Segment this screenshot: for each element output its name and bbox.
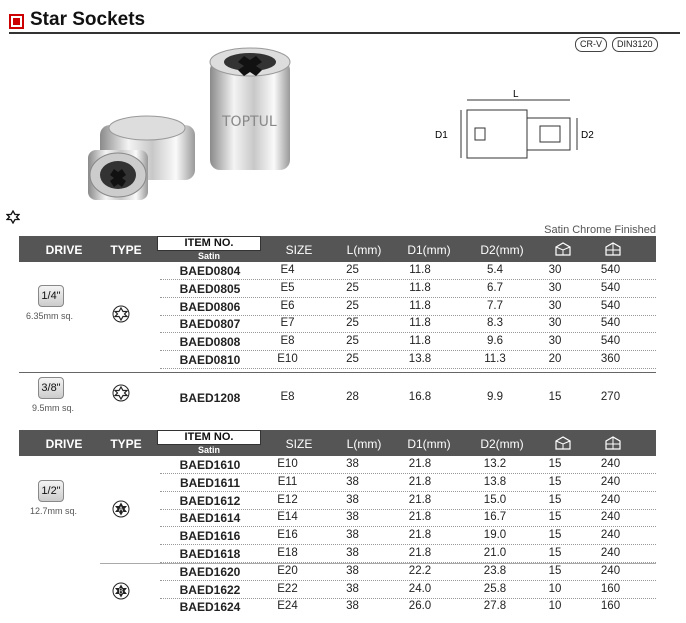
cell-size: E18 — [277, 547, 298, 559]
table-row — [160, 545, 656, 563]
carton-icon — [604, 240, 622, 258]
col-l: L(mm) — [346, 243, 382, 257]
din-badge: DIN3120 — [612, 37, 658, 52]
svg-text:B: B — [118, 588, 124, 596]
cell-d2: 9.9 — [487, 391, 503, 403]
star-type-b-icon — [112, 582, 130, 600]
cell-d2: 6.7 — [487, 281, 503, 294]
cell-item-no: BAED1611 — [179, 475, 241, 490]
cell-l: 25 — [346, 317, 359, 330]
cell-item-no: BAED1618 — [179, 547, 241, 561]
star-type-icon — [6, 210, 20, 224]
cell-d2: 21.0 — [483, 547, 507, 559]
cell-d2: 25.8 — [483, 582, 507, 595]
cell-qty-inner: 20 — [548, 353, 562, 365]
cell-qty-inner: 15 — [548, 493, 562, 506]
socket-photo — [80, 40, 310, 210]
col-l: L(mm) — [346, 437, 382, 451]
table-row — [160, 280, 656, 298]
cell-size: E16 — [277, 529, 298, 542]
cell-qty-outer: 160 — [600, 600, 621, 613]
cell-d1: 11.8 — [409, 281, 431, 294]
cell-qty-inner: 30 — [548, 264, 562, 276]
inner-box-icon — [554, 240, 572, 258]
cell-item-no: BAED1624 — [179, 600, 241, 615]
cell-size: E4 — [280, 264, 295, 276]
cell-qty-outer: 240 — [600, 458, 621, 470]
dim-l-label: L — [513, 89, 519, 100]
table-row — [160, 389, 656, 407]
cell-item-no: BAED0806 — [179, 299, 241, 314]
drive-1-2-box: 1/2" — [38, 480, 64, 502]
cell-size: E7 — [280, 317, 295, 330]
page-title: Star Sockets — [30, 9, 146, 30]
inner-box-icon — [554, 434, 572, 452]
table-row — [160, 333, 656, 351]
cell-l: 25 — [346, 353, 359, 365]
cell-d1: 21.8 — [408, 458, 432, 470]
cell-l: 25 — [346, 299, 359, 312]
cell-item-no: BAED1620 — [179, 564, 241, 579]
crv-badge: CR-V — [575, 37, 607, 52]
col-item-no: ITEM NO. — [157, 236, 261, 251]
cell-qty-inner: 15 — [548, 547, 562, 559]
cell-d1: 21.8 — [408, 475, 432, 488]
cell-item-no: BAED1616 — [179, 529, 241, 544]
cell-size: E11 — [277, 475, 298, 488]
cell-d1: 21.8 — [408, 493, 432, 506]
cell-qty-outer: 540 — [600, 335, 621, 348]
cell-d2: 23.8 — [483, 564, 507, 577]
cell-d1: 11.8 — [409, 317, 431, 330]
cell-size: E24 — [277, 600, 298, 613]
cell-item-no: BAED1208 — [179, 391, 241, 405]
table-row — [160, 456, 656, 474]
cell-qty-inner: 10 — [548, 600, 562, 613]
cell-qty-outer: 240 — [600, 564, 621, 577]
col-item-sub: Satin — [197, 251, 220, 261]
cell-d2: 15.0 — [483, 493, 507, 506]
title-rule — [9, 32, 680, 34]
cell-d2: 13.8 — [483, 475, 507, 488]
row-divider — [160, 368, 656, 369]
cell-item-no: BAED0805 — [179, 281, 241, 296]
cell-size: E6 — [280, 299, 295, 312]
cell-item-no: BAED0808 — [179, 335, 241, 350]
cell-l: 28 — [346, 391, 359, 403]
cell-qty-outer: 240 — [600, 547, 621, 559]
cell-d2: 13.2 — [483, 458, 507, 470]
cell-item-no: BAED1612 — [179, 493, 241, 508]
cell-size: E14 — [277, 511, 298, 524]
col-size: SIZE — [285, 437, 313, 451]
cell-d1: 26.0 — [408, 600, 432, 613]
cell-d2: 11.3 — [484, 353, 506, 365]
cell-l: 38 — [346, 458, 359, 470]
cell-qty-inner: 10 — [548, 582, 562, 595]
drive-3-8-sub: 9.5mm sq. — [32, 403, 75, 413]
cell-d2: 27.8 — [483, 600, 507, 613]
cell-qty-outer: 240 — [600, 493, 621, 506]
cell-item-no: BAED1610 — [179, 458, 241, 472]
cell-d1: 24.0 — [408, 582, 432, 595]
cell-l: 38 — [346, 600, 359, 613]
table-row — [160, 527, 656, 545]
cell-qty-outer: 240 — [600, 529, 621, 542]
drive-1-4-box: 1/4" — [38, 285, 64, 307]
table-row — [160, 474, 656, 492]
cell-item-no: BAED0804 — [179, 264, 241, 278]
carton-icon — [604, 434, 622, 452]
col-d1: D1(mm) — [407, 243, 451, 257]
cell-l: 38 — [346, 511, 359, 524]
subgroup-separator — [100, 563, 656, 564]
col-type: TYPE — [110, 437, 142, 451]
cell-item-no: BAED0807 — [179, 317, 241, 332]
cell-size: E8 — [280, 391, 295, 403]
cell-item-no: BAED1622 — [179, 582, 241, 597]
cell-size: E12 — [277, 493, 298, 506]
cell-l: 25 — [346, 281, 359, 294]
dimension-diagram — [425, 88, 605, 178]
drive-1-4-sub: 6.35mm sq. — [26, 311, 74, 321]
cell-size: E5 — [280, 281, 295, 294]
cell-d1: 13.8 — [408, 353, 432, 365]
cell-qty-inner: 30 — [548, 281, 562, 294]
cell-l: 38 — [346, 547, 359, 559]
cell-d1: 11.8 — [409, 299, 431, 312]
cell-size: E10 — [277, 458, 298, 470]
cell-qty-outer: 540 — [600, 264, 621, 276]
cell-l: 38 — [346, 529, 359, 542]
cell-d1: 21.8 — [408, 529, 432, 542]
cell-d2: 5.4 — [487, 264, 503, 276]
cell-qty-outer: 540 — [600, 281, 621, 294]
cell-size: E22 — [277, 582, 298, 595]
cell-d1: 11.8 — [409, 335, 431, 348]
col-item-no: ITEM NO. — [157, 430, 261, 445]
dim-d1-label: D1 — [435, 130, 448, 141]
cell-l: 25 — [346, 264, 359, 276]
cell-qty-inner: 30 — [548, 335, 562, 348]
star-type-icon — [112, 384, 130, 402]
cell-d1: 11.8 — [409, 264, 431, 276]
star-type-icon — [112, 305, 130, 323]
cell-qty-outer: 540 — [600, 317, 621, 330]
col-drive: DRIVE — [45, 437, 83, 451]
cell-d1: 21.8 — [408, 547, 432, 559]
col-d2: D2(mm) — [480, 243, 524, 257]
drive-1-2-sub: 12.7mm sq. — [30, 506, 78, 516]
dim-d2-label: D2 — [581, 130, 594, 141]
table-row — [160, 492, 656, 510]
col-item-sub: Satin — [197, 445, 220, 455]
cell-d2: 8.3 — [487, 317, 503, 330]
cell-qty-inner: 15 — [548, 564, 562, 577]
col-size: SIZE — [285, 243, 313, 257]
cell-l: 38 — [346, 475, 359, 488]
cell-qty-inner: 15 — [548, 475, 562, 488]
col-type: TYPE — [110, 243, 142, 257]
cell-l: 38 — [346, 582, 359, 595]
cell-qty-inner: 15 — [548, 511, 562, 524]
cell-l: 25 — [346, 335, 359, 348]
drive-3-8-box: 3/8" — [38, 377, 64, 399]
table-row — [160, 315, 656, 333]
cell-qty-outer: 160 — [600, 582, 621, 595]
cell-d2: 7.7 — [487, 299, 503, 312]
cell-qty-outer: 240 — [600, 511, 621, 524]
cell-qty-inner: 15 — [548, 458, 562, 470]
table-row — [160, 581, 656, 599]
cell-d2: 19.0 — [483, 529, 507, 542]
group-separator — [19, 372, 656, 373]
brand-engraving: TOPTUL — [222, 114, 277, 130]
table-header-1 — [19, 236, 656, 262]
cell-d2: 16.7 — [483, 511, 507, 524]
cell-l: 38 — [346, 493, 359, 506]
cell-item-no: BAED0810 — [179, 353, 241, 367]
cell-d1: 22.2 — [408, 564, 432, 577]
svg-text:A: A — [118, 506, 124, 514]
cell-qty-outer: 270 — [600, 391, 621, 403]
cell-qty-inner: 30 — [548, 299, 562, 312]
title-square-icon — [9, 14, 24, 29]
table-row — [160, 598, 656, 616]
cell-qty-outer: 240 — [600, 475, 621, 488]
col-drive: DRIVE — [45, 243, 83, 257]
cell-item-no: BAED1614 — [179, 511, 241, 526]
table-row — [160, 262, 656, 280]
table-row — [160, 563, 656, 581]
cell-d2: 9.6 — [487, 335, 503, 348]
cell-d1: 16.8 — [408, 391, 432, 403]
table-row — [160, 351, 656, 369]
table-header-2 — [19, 430, 656, 456]
cell-qty-outer: 360 — [600, 353, 621, 365]
star-type-a-icon — [112, 500, 130, 518]
cell-size: E8 — [280, 335, 295, 348]
cell-qty-outer: 540 — [600, 299, 621, 312]
cell-d1: 21.8 — [408, 511, 432, 524]
cell-qty-inner: 15 — [548, 391, 562, 403]
cell-qty-inner: 30 — [548, 317, 562, 330]
cell-size: E10 — [277, 353, 298, 365]
cell-l: 38 — [346, 564, 359, 577]
table-row — [160, 509, 656, 527]
table-row — [160, 298, 656, 316]
col-d2: D2(mm) — [480, 437, 524, 451]
cell-size: E20 — [277, 564, 298, 577]
col-d1: D1(mm) — [407, 437, 451, 451]
finish-note: Satin Chrome Finished — [544, 224, 656, 236]
cell-qty-inner: 15 — [548, 529, 562, 542]
